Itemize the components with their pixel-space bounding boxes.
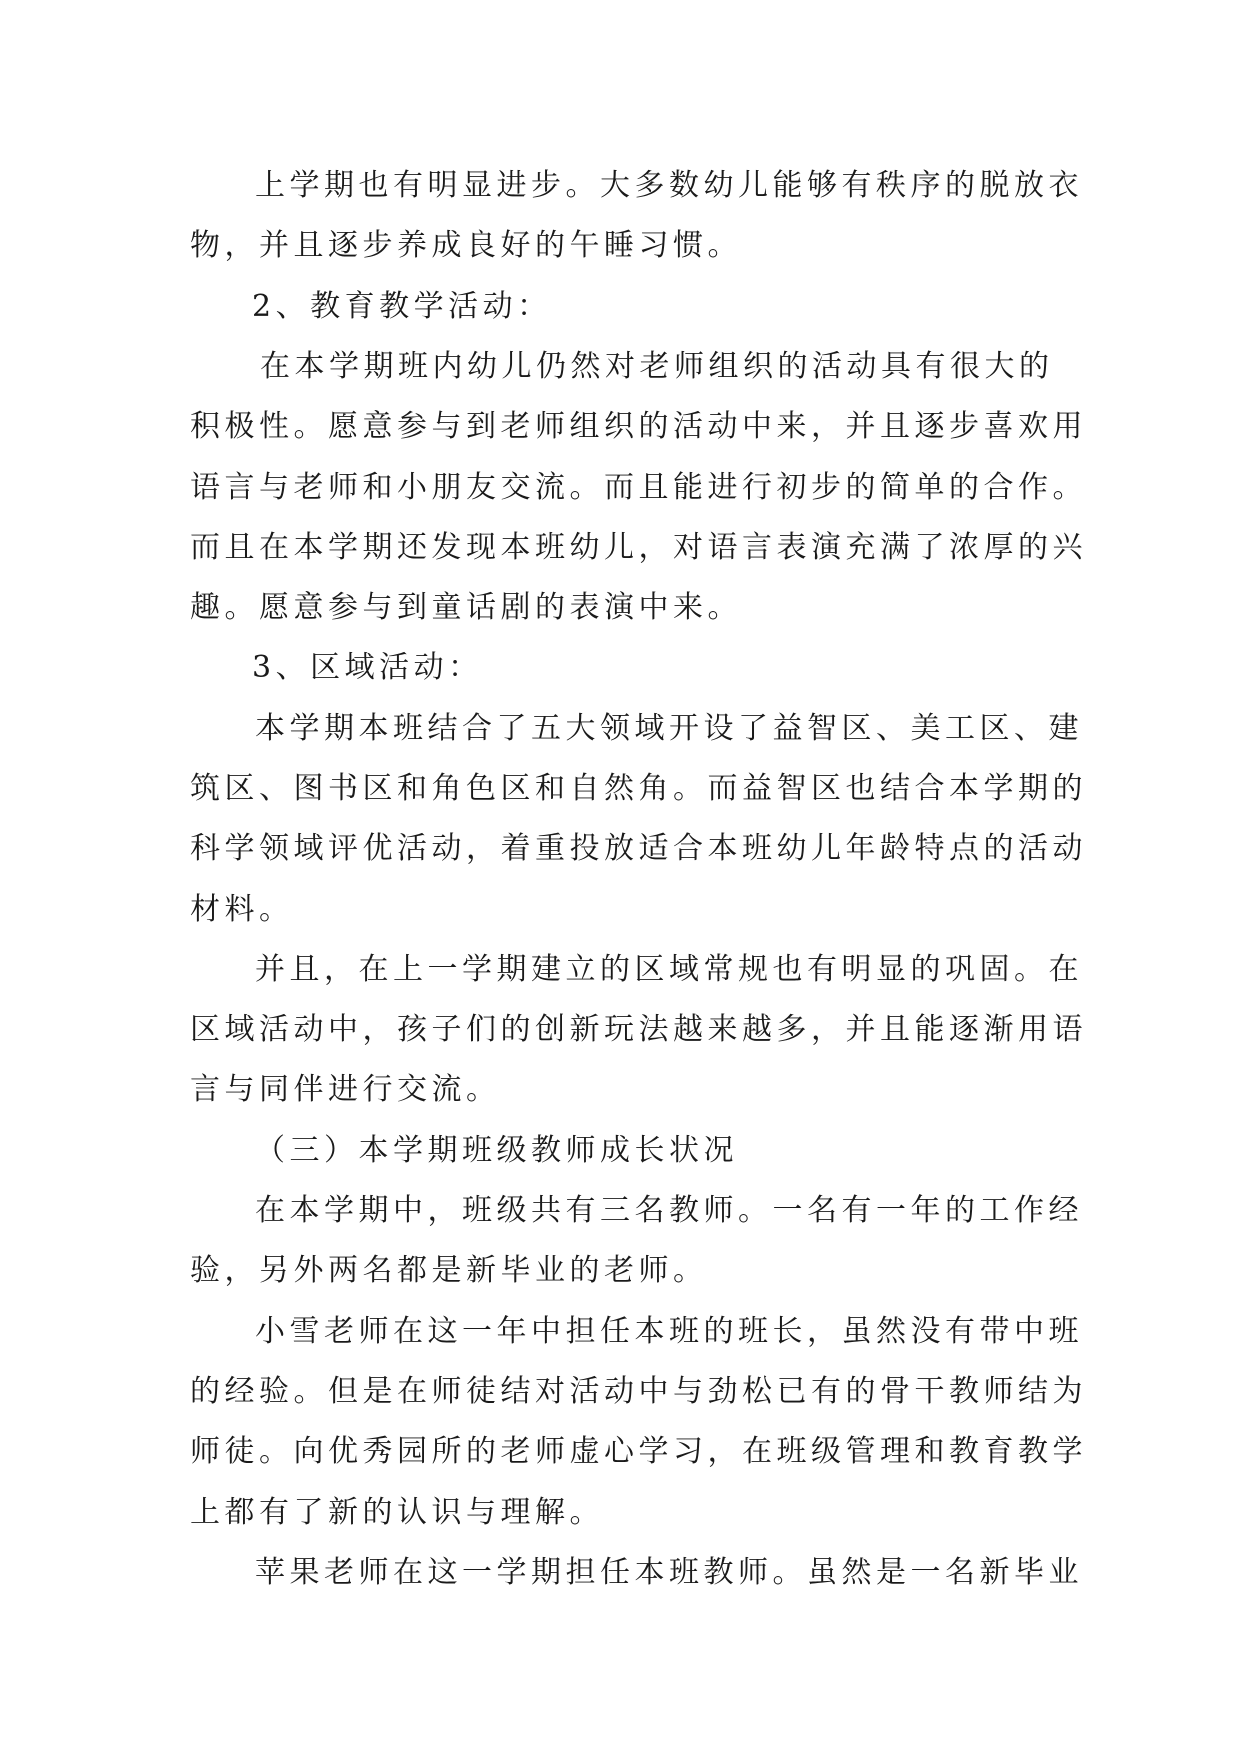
text-line: 上都有了新的认识与理解。 bbox=[190, 1495, 604, 1530]
text-line: 苹果老师在这一学期担任本班教师。虽然是一名新毕业 bbox=[255, 1555, 1083, 1590]
text-line: 小雪老师在这一年中担任本班的班长，虽然没有带中班 bbox=[255, 1314, 1083, 1349]
text-line: 言与同伴进行交流。 bbox=[190, 1072, 501, 1107]
text-line: 上学期也有明显进步。大多数幼儿能够有秩序的脱放衣 bbox=[255, 168, 1083, 203]
text-line: 筑区、图书区和角色区和自然角。而益智区也结合本学期的 bbox=[190, 771, 1087, 806]
text-line: 而且在本学期还发现本班幼儿，对语言表演充满了浓厚的兴 bbox=[190, 530, 1087, 565]
text-line: 区域活动中，孩子们的创新玩法越来越多，并且能逐渐用语 bbox=[190, 1012, 1087, 1047]
section-heading: （三）本学期班级教师成长状况 bbox=[255, 1133, 738, 1168]
text-line: 趣。愿意参与到童话剧的表演中来。 bbox=[190, 590, 742, 625]
text-line: 的经验。但是在师徒结对活动中与劲松已有的骨干教师结为 bbox=[190, 1374, 1087, 1409]
text-line: 语言与老师和小朋友交流。而且能进行初步的简单的合作。 bbox=[190, 470, 1087, 505]
text-line: 科学领域评优活动，着重投放适合本班幼儿年龄特点的活动 bbox=[190, 831, 1087, 866]
text-line: 师徒。向优秀园所的老师虚心学习，在班级管理和教育教学 bbox=[190, 1434, 1087, 1469]
text-line: 本学期本班结合了五大领域开设了益智区、美工区、建 bbox=[255, 711, 1083, 746]
section-heading: 2、教育教学活动： bbox=[252, 289, 552, 324]
text-line: 积极性。愿意参与到老师组织的活动中来，并且逐步喜欢用 bbox=[190, 409, 1087, 444]
text-line: 并且，在上一学期建立的区域常规也有明显的巩固。在 bbox=[255, 952, 1083, 987]
text-line: 在本学期班内幼儿仍然对老师组织的活动具有很大的 bbox=[260, 349, 1054, 384]
section-heading: 3、区域活动： bbox=[252, 650, 483, 685]
text-line: 物，并且逐步养成良好的午睡习惯。 bbox=[190, 228, 742, 263]
text-line: 验，另外两名都是新毕业的老师。 bbox=[190, 1253, 708, 1288]
text-line: 材料。 bbox=[190, 892, 294, 927]
text-line: 在本学期中，班级共有三名教师。一名有一年的工作经 bbox=[255, 1193, 1083, 1228]
